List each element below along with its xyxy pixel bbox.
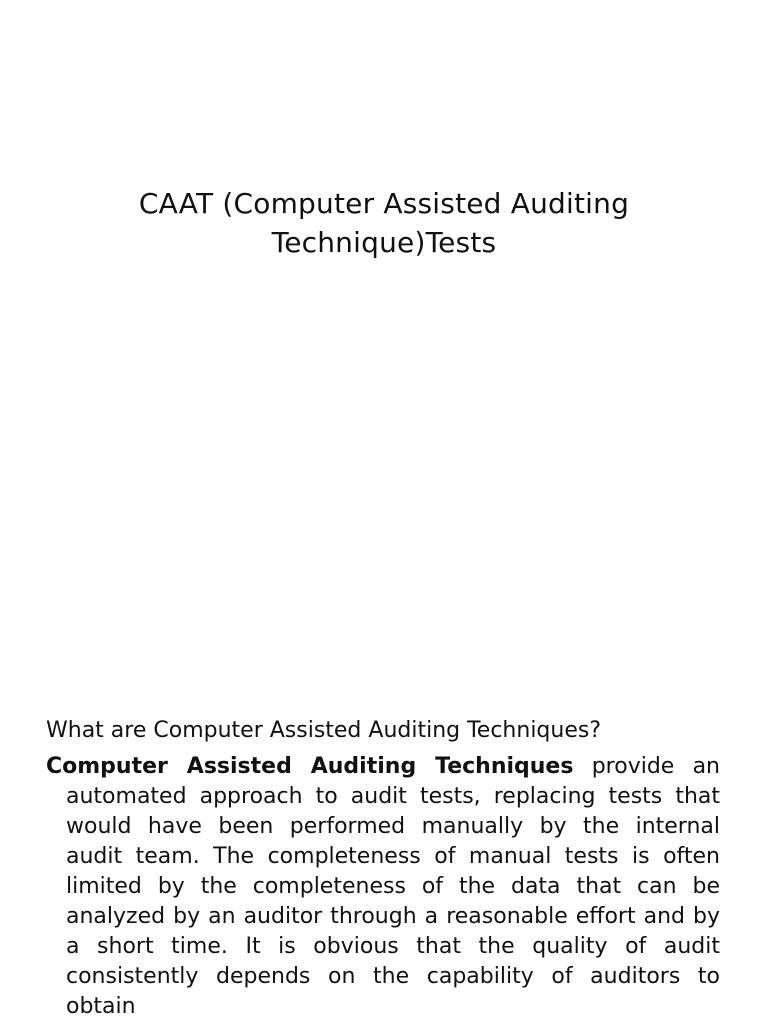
question-heading: What are Computer Assisted Auditing Techniques? (46, 718, 602, 743)
slide-title: CAAT (Computer Assisted Auditing Technique)Tests (138, 187, 630, 259)
content-section (46, 716, 720, 1022)
definition-text: provide an automated approach to audit tests, replacing tests that would have been performed manually by the internal audit team. The completeness of manual tests is often limited by the completeness of the data that can be analyzed by an auditor through a reasonable effort and by a short time. It is obvious that the quality of audit consistently depends on the capability of auditors to obtain (66, 754, 720, 1019)
definition-paragraph (46, 752, 720, 1022)
defined-term: Computer Assisted Auditing Techniques (46, 754, 574, 779)
